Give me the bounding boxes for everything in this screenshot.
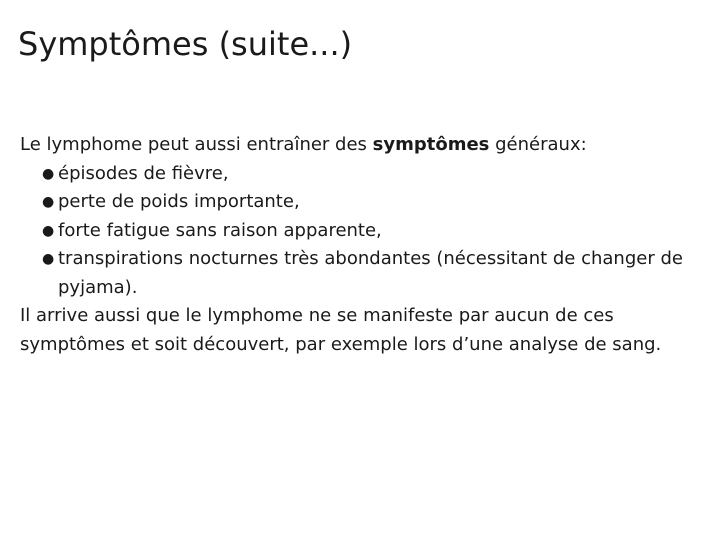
list-item-text: forte fatigue sans raison apparente,: [58, 219, 382, 241]
bullet-icon: ●: [42, 194, 55, 210]
list-item-text: perte de poids importante,: [58, 191, 300, 212]
closing-paragraph: Il arrive aussi que le lymphome ne se manifeste par aucun de ces symptômes et soit découvert, par exemple lors d’une analyse de sang.: [20, 305, 662, 355]
bullet-icon: ●: [42, 165, 55, 182]
symptom-list: [20, 160, 710, 303]
slide-title: Symptômes (suite...): [18, 25, 353, 63]
list-item: [20, 160, 710, 189]
bullet-icon: ●: [42, 251, 55, 267]
bullet-icon: ●: [42, 222, 55, 239]
intro-bold-term: symptômes: [372, 134, 490, 155]
intro-text-start: Le lymphome peut aussi entraîner des: [20, 134, 373, 155]
list-item: [20, 188, 710, 217]
list-item: [20, 245, 710, 302]
intro-text-end: généraux:: [489, 134, 587, 155]
intro-paragraph: [20, 131, 710, 160]
list-item: [20, 217, 710, 246]
list-item-text: transpirations nocturnes très abondantes (nécessitant de changer de pyjama).: [58, 248, 683, 298]
slide-body: [20, 131, 710, 359]
list-item-text: épisodes de fièvre,: [58, 162, 229, 184]
